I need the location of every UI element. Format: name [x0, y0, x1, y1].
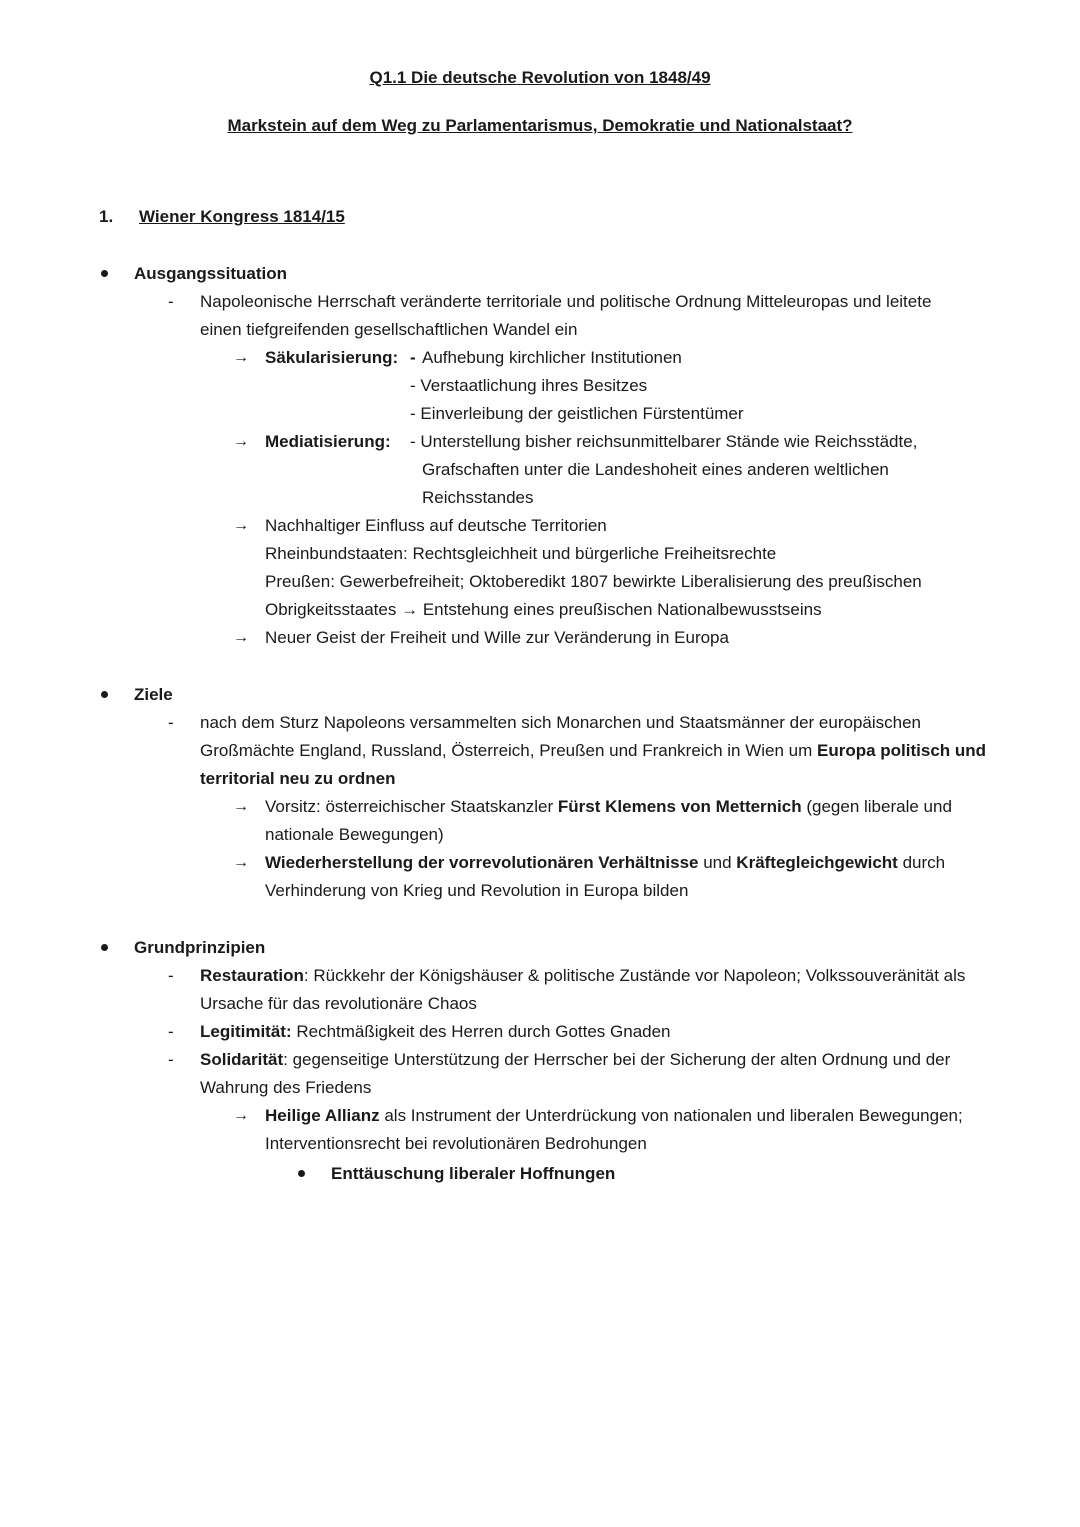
einfluss-line4-a: Obrigkeitsstaates	[265, 600, 397, 619]
ziele-line2-a: Großmächte England, Russland, Österreich, Preußen und Frankreich in Wien um	[200, 741, 817, 760]
vorsitz-line2: nationale Bewegungen)	[265, 825, 444, 844]
einfluss-line4-b: Entstehung eines preußischen Nationalbewusstseins	[422, 600, 822, 619]
geist-line: Neuer Geist der Freiheit und Wille zur Veränderung in Europa	[265, 628, 729, 647]
leg-line	[200, 1022, 671, 1042]
section-number: 1.	[99, 207, 114, 226]
vorsitz-line1	[265, 797, 952, 817]
sol-line2: Wahrung des Friedens	[200, 1078, 372, 1097]
arrow-icon: →	[233, 517, 249, 534]
arrow-icon: →	[233, 433, 249, 450]
dash-marker: -	[168, 1050, 174, 1069]
allianz-label: Heilige Allianz	[265, 1106, 380, 1125]
ziele-heading: Ziele	[134, 685, 173, 704]
wieder-a: Wiederherstellung der vorrevolutionären Verhältnisse	[265, 853, 699, 872]
saek-dash: -	[410, 348, 416, 367]
bullet-dot	[101, 691, 108, 698]
sol-line1	[200, 1050, 950, 1070]
rest-line2: Ursache für das revolutionäre Chaos	[200, 994, 477, 1013]
saek-item-1: Aufhebung kirchlicher Institutionen	[422, 348, 682, 367]
einfluss-line4	[265, 600, 822, 620]
arrow-icon: →	[233, 1107, 249, 1124]
arrow-icon: →	[233, 629, 249, 646]
vorsitz-c: (gegen liberale und	[801, 797, 952, 816]
einfluss-line2: Rheinbundstaaten: Rechtsgleichheit und bürgerliche Freiheitsrechte	[265, 544, 777, 563]
med-item-2: Grafschaften unter die Landeshoheit eines anderen weltlichen	[422, 460, 889, 479]
saek-item-3: - Einverleibung der geistlichen Fürstentümer	[410, 404, 744, 423]
ausgang-line2: einen tiefgreifenden gesellschaftlichen Wandel ein	[200, 320, 578, 339]
allianz-line1	[265, 1106, 963, 1126]
dash-marker: -	[168, 713, 174, 732]
ziele-line3: territorial neu zu ordnen	[200, 769, 396, 788]
ausgang-heading: Ausgangssituation	[134, 264, 288, 283]
sol-label: Solidarität	[200, 1050, 284, 1069]
vorsitz-a: Vorsitz: österreichischer Staatskanzler	[265, 797, 558, 816]
saek-item-2: - Verstaatlichung ihres Besitzes	[410, 376, 648, 395]
wieder-c: Kräftegleichgewicht	[736, 853, 898, 872]
arrow-icon: →	[233, 854, 249, 871]
ziele-line2	[200, 741, 986, 761]
bullet-dot	[298, 1170, 305, 1177]
sol-text: : gegenseitige Unterstützung der Herrscher bei der Sicherung der alten Ordnung und der	[283, 1050, 951, 1069]
grund-heading: Grundprinzipien	[134, 938, 266, 957]
leg-text: Rechtmäßigkeit des Herren durch Gottes Gnaden	[291, 1022, 671, 1041]
leg-label: Legitimität:	[200, 1022, 292, 1041]
med-item-3: Reichsstandes	[422, 488, 534, 507]
rest-label: Restauration	[200, 966, 304, 985]
ziele-line1: nach dem Sturz Napoleons versammelten sich Monarchen und Staatsmänner der europäischen	[200, 713, 922, 732]
dash-marker: -	[168, 292, 174, 311]
allianz-text: als Instrument der Unterdrückung von nationalen und liberalen Bewegungen;	[379, 1106, 963, 1125]
vorsitz-b: Fürst Klemens von Metternich	[557, 797, 802, 816]
med-item-1: - Unterstellung bisher reichsunmittelbarer Stände wie Reichsstädte,	[410, 432, 918, 451]
page-subtitle: Markstein auf dem Weg zu Parlamentarismus, Demokratie und Nationalstaat?	[227, 116, 853, 135]
section-heading: Wiener Kongress 1814/15	[139, 207, 345, 226]
med-label: Mediatisierung:	[265, 432, 391, 451]
ziele-line2-b: Europa politisch und	[817, 741, 987, 760]
wieder-line2: Verhinderung von Krieg und Revolution in Europa bilden	[265, 881, 689, 900]
arrow-icon: →	[233, 349, 249, 366]
wieder-line1	[265, 853, 945, 873]
arrow-icon: →	[233, 798, 249, 815]
einfluss-line3: Preußen: Gewerbefreiheit; Oktoberedikt 1807 bewirkte Liberalisierung des preußischen	[265, 572, 922, 591]
dash-marker: -	[168, 1022, 174, 1041]
bullet-dot	[101, 270, 108, 277]
ausgang-line1: Napoleonische Herrschaft veränderte territoriale und politische Ordnung Mitteleuropas und leitete	[200, 292, 932, 311]
bullet-dot	[101, 944, 108, 951]
einfluss-line1: Nachhaltiger Einfluss auf deutsche Territorien	[265, 516, 607, 535]
arrow-icon: →	[401, 600, 419, 619]
rest-text: : Rückkehr der Königshäuser & politische Zustände vor Napoleon; Volkssouveränität als	[303, 966, 966, 985]
saek-label: Säkularisierung:	[265, 348, 399, 367]
dash-marker: -	[168, 966, 174, 985]
enttaeuschung-line: Enttäuschung liberaler Hoffnungen	[331, 1164, 616, 1183]
rest-line1	[200, 966, 965, 986]
page-title: Q1.1 Die deutsche Revolution von 1848/49	[369, 68, 711, 87]
wieder-d: durch	[897, 853, 946, 872]
allianz-line2: Interventionsrecht bei revolutionären Bedrohungen	[265, 1134, 647, 1153]
wieder-b: und	[698, 853, 737, 872]
